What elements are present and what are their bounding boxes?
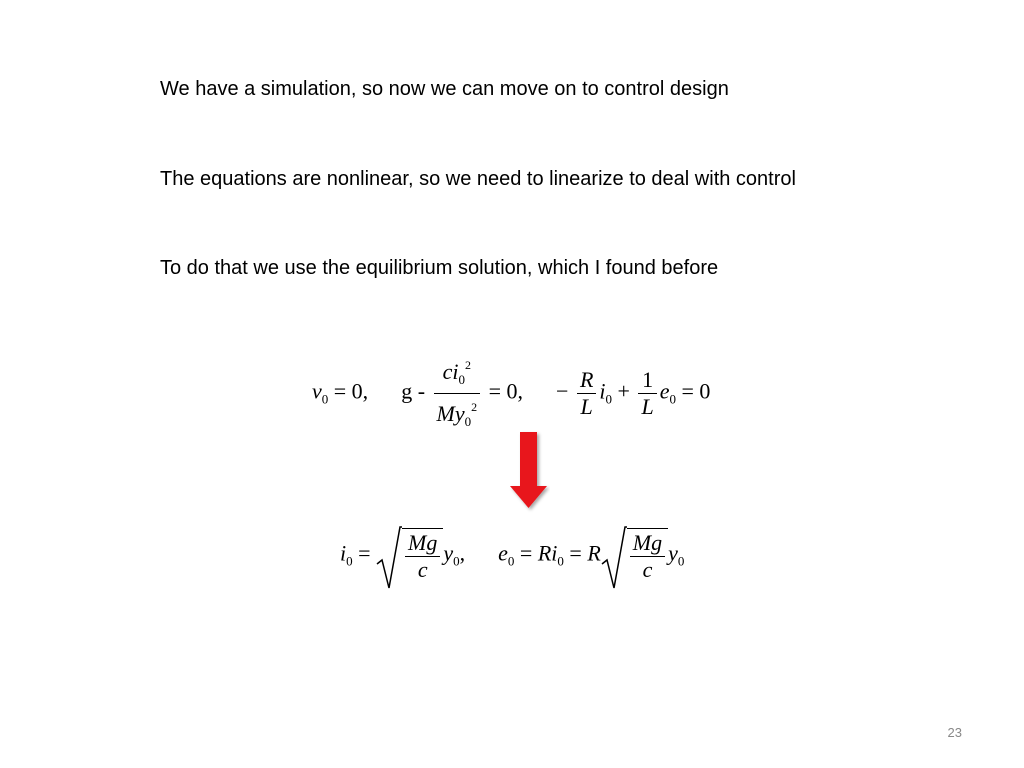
fraction-Mg-c (405, 530, 440, 583)
var-M: M (436, 401, 455, 426)
page-number: 23 (947, 725, 962, 740)
var-y: y (454, 401, 465, 426)
text-line-3: To do that we use the equilibrium solution, which I found before (160, 257, 719, 279)
equals-zero: = 0, (488, 378, 524, 404)
radical-sign-icon (376, 526, 402, 592)
var-c: c (442, 359, 453, 384)
var-Mg: Mg (630, 530, 665, 557)
sqrt-Mg-c (601, 528, 668, 583)
var-v: v (312, 378, 322, 404)
var-e: e (659, 378, 670, 404)
text-line-2: The equations are nonlinear, so we need to linearize to deal with control (160, 168, 796, 190)
sub-0: 0 (453, 553, 460, 569)
var-y: y (443, 540, 454, 566)
fraction-R-L (577, 367, 596, 420)
minus-sign: − (556, 378, 569, 404)
comma: , (459, 540, 466, 566)
sub-0: 0 (677, 553, 685, 569)
var-R: R (537, 540, 552, 566)
sup-2: 2 (471, 400, 478, 414)
plus-sign: + (617, 378, 630, 404)
equilibrium-solution (340, 528, 684, 583)
fraction-1-L (638, 367, 656, 420)
var-R: R (587, 540, 601, 566)
sub-0: 0 (321, 391, 329, 407)
sub-0: 0 (605, 391, 613, 407)
var-c: c (417, 557, 428, 582)
equals-sign: = (519, 540, 533, 566)
sub-0: 0 (669, 391, 676, 407)
equilibrium-equations (312, 352, 710, 435)
var-c: c (642, 557, 653, 582)
sub-0: 0 (557, 553, 564, 569)
sup-2: 2 (465, 358, 471, 372)
var-L: L (641, 394, 654, 419)
sqrt-Mg-c (376, 528, 443, 583)
sub-0: 0 (346, 553, 353, 569)
var-L: L (580, 394, 593, 419)
down-arrow-icon (508, 430, 550, 514)
var-i: i (452, 359, 459, 384)
fraction-ci-My (434, 352, 481, 435)
var-i: i (340, 540, 347, 566)
radical-sign-icon (601, 526, 627, 592)
sub-0: 0 (458, 372, 465, 387)
fraction-Mg-c (630, 530, 665, 583)
var-Mg: Mg (405, 530, 440, 557)
sub-0: 0 (507, 553, 515, 569)
equals-zero: = 0 (681, 378, 711, 404)
equals-sign: = (569, 540, 582, 566)
text-line-1: We have a simulation, so now we can move on to control design (160, 78, 729, 100)
sub-0: 0 (464, 414, 472, 429)
var-i: i (551, 540, 558, 566)
var-y: y (668, 540, 678, 566)
one: 1 (638, 367, 656, 394)
var-e: e (498, 540, 508, 566)
var-i: i (599, 378, 606, 404)
var-R: R (577, 367, 596, 394)
equals-zero: = 0, (333, 378, 369, 404)
equals-sign: = (358, 540, 371, 566)
g-minus: g - (401, 378, 426, 404)
